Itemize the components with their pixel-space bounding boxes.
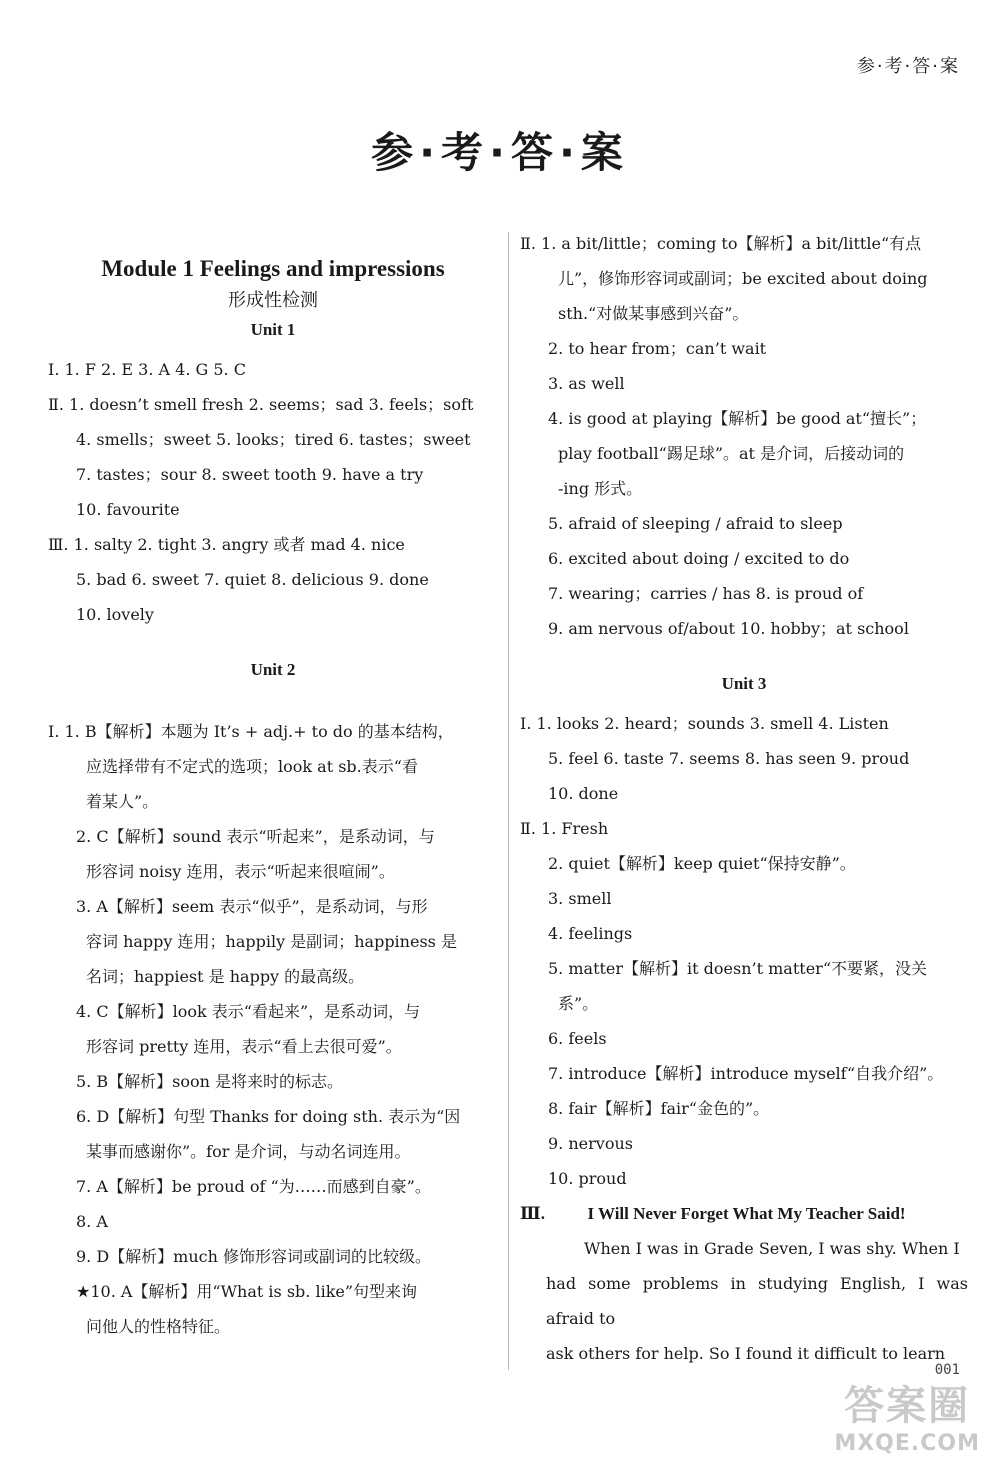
answer-line: 3. A【解析】seem 表示“似乎”，是系动词，与形 <box>76 897 428 916</box>
answer-line: 3. smell <box>548 889 612 908</box>
module-title: Module 1 Feelings and impressions <box>101 256 445 281</box>
answer-line: -ing 形式。 <box>558 479 643 498</box>
watermark-logo <box>834 1374 980 1456</box>
answer-line: sth.“对做某事感到兴奋”。 <box>558 304 749 323</box>
page-number: 001 <box>934 1362 960 1378</box>
left-column <box>48 256 498 1344</box>
running-header: 参·考·答·案 <box>856 56 960 77</box>
unit-2-title: Unit 2 <box>250 660 296 679</box>
answer-line: 10. lovely <box>76 605 154 624</box>
answer-line: 7. wearing；carries / has 8. is proud of <box>548 584 864 603</box>
answer-line: 3. as well <box>548 374 625 393</box>
unit-3-title: Unit 3 <box>721 674 767 693</box>
answer-line: 6. D【解析】句型 Thanks for doing sth. 表示为“因 <box>76 1107 461 1126</box>
answer-line: 5. B【解析】soon 是将来时的标志。 <box>76 1072 343 1091</box>
answer-line: 形容词 noisy 连用，表示“听起来很喧闹”。 <box>86 862 395 881</box>
answer-line: 4. is good at playing【解析】be good at“擅长”； <box>548 409 927 428</box>
answer-line: 9. am nervous of/about 10. hobby；at school <box>548 619 909 638</box>
answer-line: 7. introduce【解析】introduce myself“自我介绍”。 <box>548 1064 944 1083</box>
answer-line: 2. C【解析】sound 表示“听起来”，是系动词，与 <box>76 827 435 846</box>
answer-line: play football“踢足球”。at 是介词，后接动词的 <box>558 444 905 463</box>
answer-line: 4. C【解析】look 表示“看起来”，是系动词，与 <box>76 1002 421 1021</box>
passage-line: had some problems in studying English, I was afraid to <box>546 1274 968 1328</box>
answer-line: 6. excited about doing / excited to do <box>548 549 850 568</box>
column-divider <box>508 232 509 1370</box>
passage-line: ask others for help. So I found it difficult to learn <box>546 1344 946 1363</box>
section-subtitle: 形成性检测 <box>228 290 318 311</box>
answer-line: 9. nervous <box>548 1134 633 1153</box>
answer-line: 10. done <box>548 784 619 803</box>
answer-line: 5. feel 6. taste 7. seems 8. has seen 9. proud <box>548 749 910 768</box>
answer-line: Ⅰ. 1. looks 2. heard；sounds 3. smell 4. Listen <box>520 714 889 733</box>
answer-line: 8. fair【解析】fair“金色的”。 <box>548 1099 770 1118</box>
answer-line: 5. bad 6. sweet 7. quiet 8. delicious 9. done <box>76 570 429 589</box>
answer-line: 容词 happy 连用；happily 是副词；happiness 是 <box>86 932 457 951</box>
answer-line: 着某人”。 <box>86 792 159 811</box>
answer-line: 4. smells；sweet 5. looks；tired 6. tastes；sweet <box>76 430 471 449</box>
answer-line: 形容词 pretty 连用，表示“看上去很可爱”。 <box>86 1037 402 1056</box>
answer-line: 7. tastes；sour 8. sweet tooth 9. have a try <box>76 465 424 484</box>
passage-heading <box>520 1196 968 1231</box>
unit-1-title: Unit 1 <box>250 320 296 339</box>
answer-line: Ⅲ. 1. salty 2. tight 3. angry 或者 mad 4. nice <box>48 535 405 554</box>
answer-line: Ⅰ. 1. B【解析】本题为 It’s + adj.+ to do 的基本结构， <box>48 722 454 741</box>
answer-line: 系”。 <box>558 994 599 1013</box>
answer-line: 问他人的性格特征。 <box>86 1317 231 1336</box>
passage-body <box>520 1231 968 1371</box>
right-column <box>520 226 968 1371</box>
answer-line: Ⅰ. 1. F 2. E 3. A 4. G 5. C <box>48 360 246 379</box>
part-3-label: Ⅲ. <box>520 1204 545 1223</box>
passage-line: When I was in Grade Seven, I was shy. When I <box>584 1239 960 1258</box>
answer-line: 10. favourite <box>76 500 180 519</box>
passage-title: I Will Never Forget What My Teacher Said! <box>587 1204 906 1223</box>
answer-line: 6. feels <box>548 1029 607 1048</box>
answer-line: 儿”，修饰形容词或副词；be excited about doing <box>558 269 928 288</box>
answer-line: 8. A <box>76 1212 108 1231</box>
answer-line: 名词；happiest 是 happy 的最高级。 <box>86 967 365 986</box>
watermark-text: 答案圈 <box>844 1383 971 1429</box>
answer-line: ★10. A【解析】用“What is sb. like”句型来询 <box>76 1282 418 1301</box>
answer-line: 应选择带有不定式的选项；look at sb.表示“看 <box>86 757 418 776</box>
answer-line: 7. A【解析】be proud of “为……而感到自豪”。 <box>76 1177 431 1196</box>
answer-line: Ⅱ. 1. doesn’t smell fresh 2. seems；sad 3. feels；soft <box>48 395 474 414</box>
answer-line: 2. to hear from；can’t wait <box>548 339 767 358</box>
answer-line: 5. afraid of sleeping / afraid to sleep <box>548 514 843 533</box>
answer-line: 9. D【解析】much 修饰形容词或副词的比较级。 <box>76 1247 432 1266</box>
answer-line: 10. proud <box>548 1169 627 1188</box>
answer-line: 5. matter【解析】it doesn’t matter“不要紧，没关 <box>548 959 928 978</box>
page-title: 参·考·答·案 <box>371 128 629 177</box>
watermark-url: MXQE.COM <box>834 1431 980 1456</box>
answer-line: Ⅱ. 1. a bit/little；coming to【解析】a bit/little“有点 <box>520 234 922 253</box>
answer-line: 2. quiet【解析】keep quiet“保持安静”。 <box>548 854 856 873</box>
answer-line: Ⅱ. 1. Fresh <box>520 819 609 838</box>
answer-line: 4. feelings <box>548 924 633 943</box>
answer-line: 某事而感谢你”。for 是介词，与动名词连用。 <box>86 1142 411 1161</box>
